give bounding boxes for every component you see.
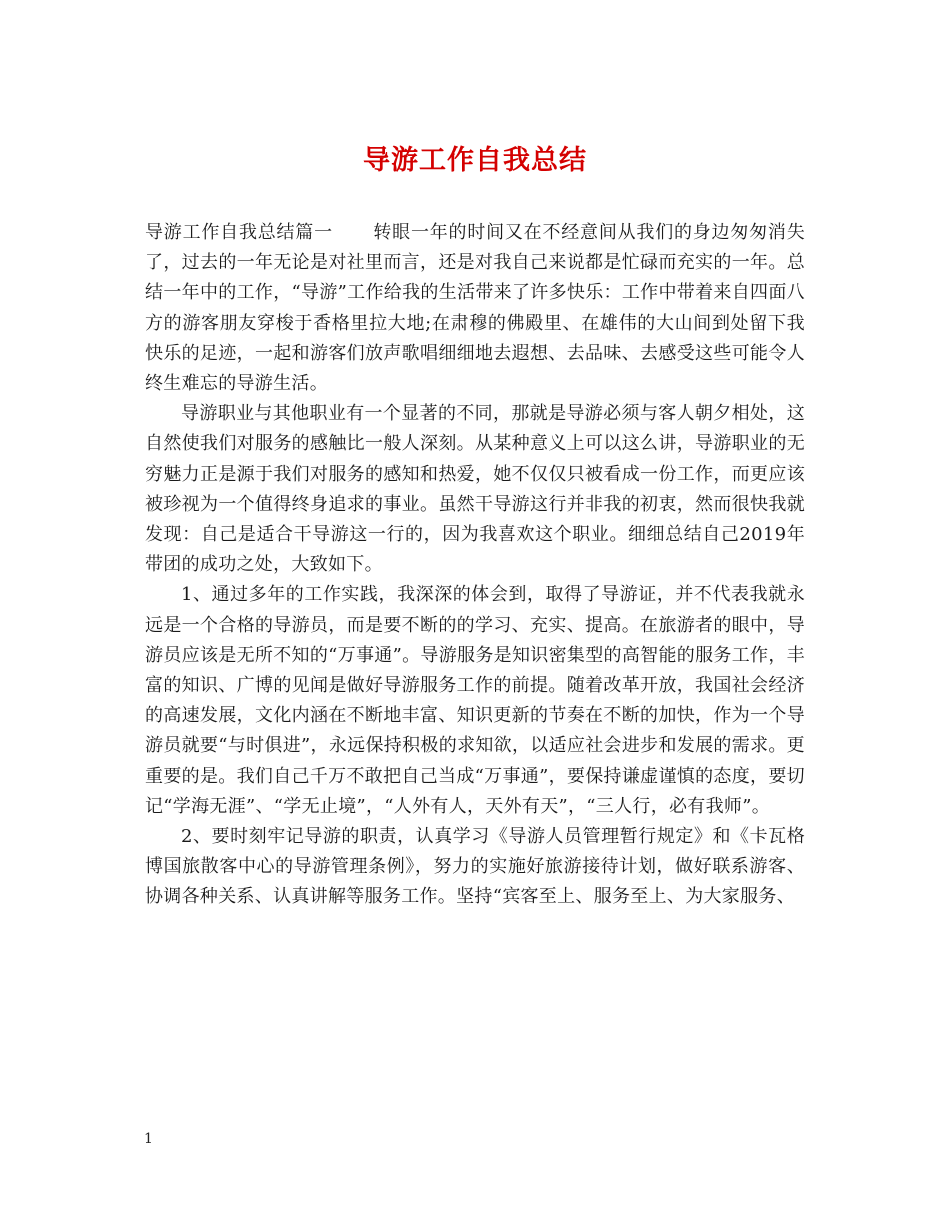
page-number: 1 (144, 1131, 153, 1147)
paragraph-1 (145, 218, 805, 399)
paragraph-4 (145, 822, 805, 913)
paragraph-3 (145, 580, 805, 822)
document-title: 导游工作自我总结 (363, 145, 587, 176)
paragraph-text: 1、通过多年的工作实践，我深深的体会到，取得了导游证，并不代表我就永远是一个合格的导游员，而是要不断的的学习、充实、提高。在旅游者的眼中，导游员应该是无所不知的“万事通”。导游服务是知识密集型的高智能的服务工作，丰富的知识、广博的见闻是做好导游服务工作的前提。随着改革开放，我国社会经济的高速发展，文化内涵在不断地丰富、知识更新的节奏在不断的加快，作为一个导游员就要“与时俱进”，永远保持积极的求知欲，以适应社会进步和发展的需求。更重要的是。我们自己千万不敢把自己当成“万事通”，要保持谦虚谨慎的态度，要切记“学海无涯”、“学无止境”，“人外有人，天外有天”，“三人行，必有我师”。 (145, 584, 805, 817)
paragraph-2 (145, 399, 805, 580)
paragraph-text: 2、要时刻牢记导游的职责，认真学习《导游人员管理暂行规定》和《卡瓦格博国旅散客中心的导游管理条例》，努力的实施好旅游接待计划，做好联系游客、协调各种关系、认真讲解等服务工作。坚持“宾客至上、服务至上、为大家服务、 (145, 826, 805, 908)
paragraph-text: 导游职业与其他职业有一个显著的不同，那就是导游必须与客人朝夕相处，这自然使我们对服务的感触比一般人深刻。从某种意义上可以这么讲，导游职业的无穷魅力正是源于我们对服务的感知和热爱，她不仅仅只被看成一份工作，而更应该被珍视为一个值得终身追求的事业。虽然干导游这行并非我的初衷，然而很快我就发现：自己是适合干导游这一行的，因为我喜欢这个职业。细细总结自己2019年带团的成功之处，大致如下。 (145, 403, 805, 576)
paragraph-text: 转眼一年的时间又在不经意间从我们的身边匆匆消失了，过去的一年无论是对社里而言，还是对我自己来说都是忙碌而充实的一年。总结一年中的工作，“导游”工作给我的生活带来了许多快乐：工作中带着来自四面八方的游客朋友穿梭于香格里拉大地;在肃穆的佛殿里、在雄伟的大山间到处留下我快乐的足迹，一起和游客们放声歌唱细细地去遐想、去品味、去感受这些可能令人终生难忘的导游生活。 (145, 222, 806, 395)
document-body (145, 218, 805, 913)
section-heading-inline: 导游工作自我总结篇一 (145, 222, 333, 243)
